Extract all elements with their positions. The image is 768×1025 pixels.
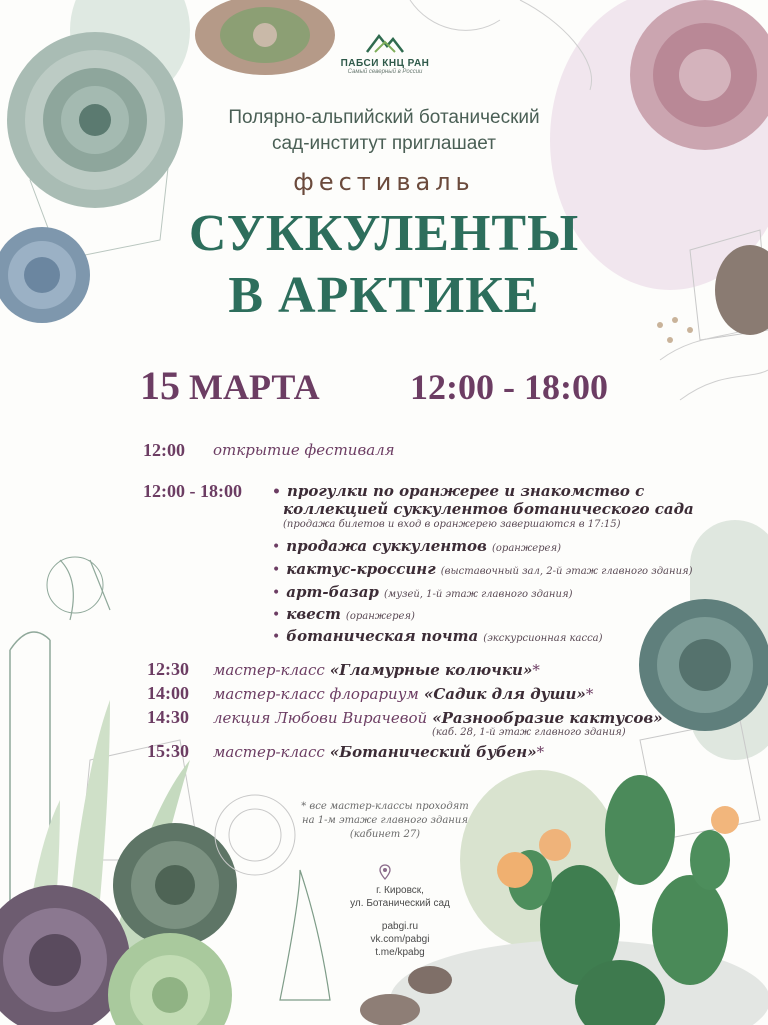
class-note: (каб. 28, 1-й этаж главного здания) bbox=[432, 727, 626, 738]
intro-line-2: сад-институт приглашает bbox=[272, 133, 496, 154]
mountain-logo-icon bbox=[365, 30, 405, 54]
bullet-icon: • bbox=[272, 562, 281, 578]
bullet-icon: • bbox=[272, 607, 281, 623]
link-website[interactable]: pabgi.ru bbox=[381, 921, 419, 932]
footnote-line-2: на 1-м этаже главного здания bbox=[302, 815, 468, 826]
date-day: 15 bbox=[140, 363, 180, 408]
block-time: 12:00 - 18:00 bbox=[143, 481, 242, 501]
class-row bbox=[213, 684, 593, 703]
bullet-icon: • bbox=[272, 539, 281, 555]
class-time: 15:30 bbox=[147, 741, 189, 761]
logo-name: ПАБСИ КНЦ РАН bbox=[340, 58, 430, 69]
item-title: продажа суккулентов bbox=[286, 537, 487, 555]
item-title: прогулки по оранжерее и знакомство с bbox=[286, 482, 645, 500]
item-title: кактус-кроссинг bbox=[286, 560, 436, 578]
class-kind: лекция Любови Вирачевой bbox=[213, 709, 428, 727]
footnote-line-3: (кабинет 27) bbox=[349, 829, 421, 840]
schedule-item bbox=[272, 559, 693, 578]
opening-text: открытие фестиваля bbox=[213, 441, 395, 459]
intro-line-1: Полярно-альпийский ботанический bbox=[228, 107, 540, 128]
link-vk[interactable]: vk.com/pabgi bbox=[370, 934, 430, 945]
date-month: МАРТА bbox=[189, 367, 320, 407]
class-row bbox=[213, 742, 544, 761]
class-mark: * bbox=[585, 685, 594, 703]
class-row bbox=[213, 708, 663, 727]
bullet-icon: • bbox=[272, 629, 281, 645]
festival-word: фестиваль bbox=[293, 168, 475, 196]
item-note: (оранжерея) bbox=[492, 543, 561, 554]
class-time: 14:00 bbox=[147, 683, 189, 703]
class-time: 12:30 bbox=[147, 659, 189, 679]
class-name: «Гламурные колючки» bbox=[329, 661, 533, 679]
link-telegram[interactable]: t.me/kpabg bbox=[375, 947, 425, 958]
class-kind: мастер-класс bbox=[213, 661, 325, 679]
address bbox=[340, 884, 460, 910]
schedule-item bbox=[272, 604, 415, 623]
item-note: (выставочный зал, 2-й этаж главного здания) bbox=[440, 566, 693, 577]
schedule-item bbox=[272, 626, 603, 645]
class-name: «Ботанический бубен» bbox=[329, 743, 537, 761]
contact-links bbox=[340, 920, 460, 959]
class-name: «Разнообразие кактусов» bbox=[432, 709, 663, 727]
schedule-item bbox=[272, 582, 572, 601]
class-kind: мастер-класс флорариум bbox=[213, 685, 419, 703]
event-hours: 12:00 - 18:00 bbox=[410, 367, 608, 407]
schedule-item bbox=[272, 536, 561, 555]
schedule-item bbox=[272, 482, 644, 500]
item-note: (продажа билетов и вход в оранжерею завершаются в 17:15) bbox=[283, 519, 621, 530]
footnote-line-1: * все мастер-классы проходят bbox=[301, 801, 469, 812]
item-note: (музей, 1-й этаж главного здания) bbox=[384, 589, 573, 600]
logo-tagline: Самый северный в России bbox=[347, 69, 423, 75]
opening-time: 12:00 bbox=[143, 440, 185, 460]
bullet-icon: • bbox=[272, 585, 281, 601]
item-title-line-2: коллекцией суккулентов ботанического сада bbox=[283, 500, 694, 518]
class-name: «Садик для души» bbox=[423, 685, 586, 703]
class-mark: * bbox=[532, 661, 540, 679]
title-line-2: В АРКТИКЕ bbox=[228, 267, 540, 324]
event-date bbox=[140, 362, 320, 409]
class-time: 14:30 bbox=[147, 707, 189, 727]
location-pin-icon bbox=[379, 864, 391, 880]
item-title: арт-базар bbox=[286, 583, 379, 601]
item-note: (оранжерея) bbox=[345, 611, 415, 622]
footnote bbox=[300, 800, 470, 842]
address-line-1: г. Кировск, bbox=[376, 885, 424, 896]
item-title: ботаническая почта bbox=[286, 627, 479, 645]
item-note: (экскурсионная касса) bbox=[483, 633, 603, 644]
title-line-1: СУККУЛЕНТЫ bbox=[188, 205, 580, 262]
class-kind: мастер-класс bbox=[213, 743, 325, 761]
item-title: квест bbox=[286, 605, 341, 623]
address-line-2: ул. Ботанический сад bbox=[350, 898, 450, 909]
class-row bbox=[213, 660, 540, 679]
bullet-icon: • bbox=[272, 484, 281, 500]
organization-logo bbox=[330, 30, 440, 75]
class-mark: * bbox=[536, 743, 545, 761]
